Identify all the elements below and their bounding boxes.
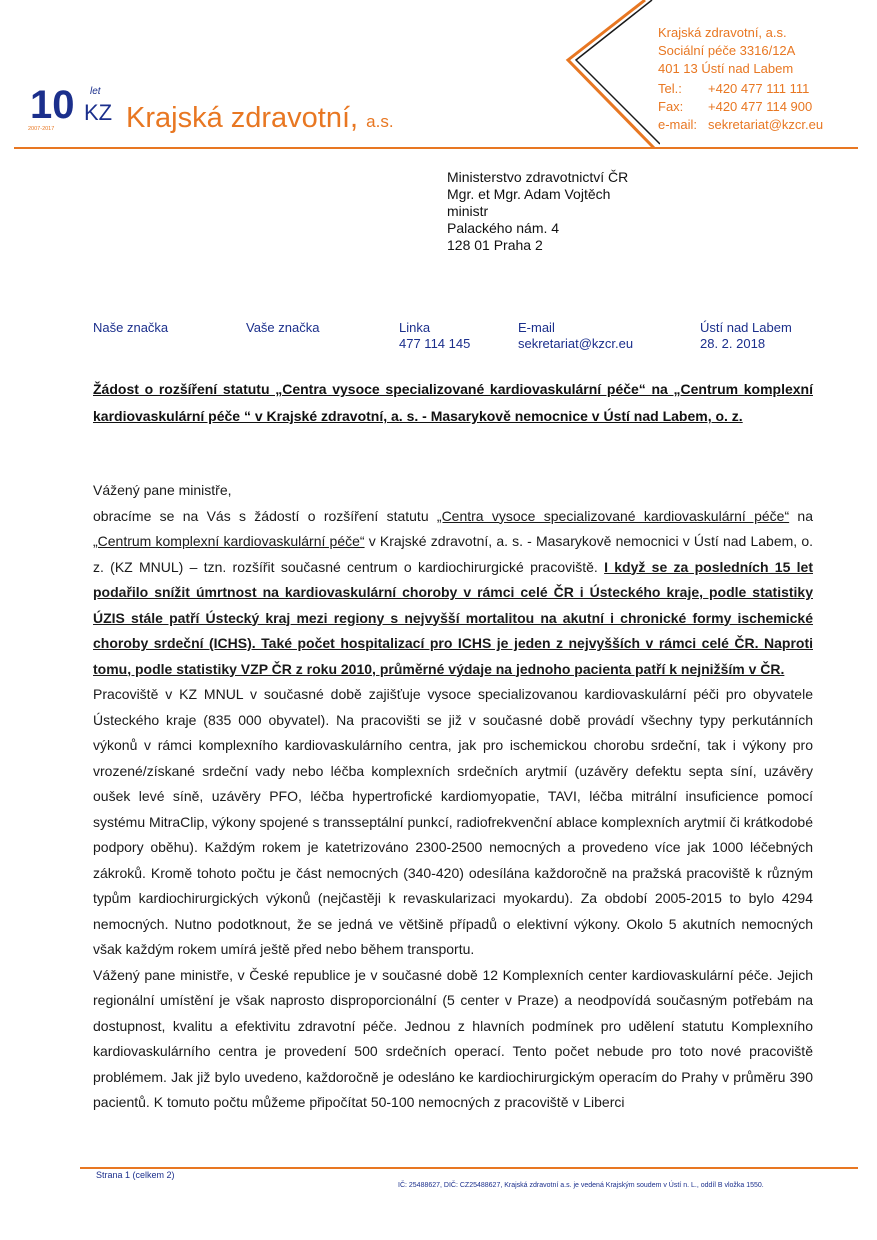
letter-subject: Žádost o rozšíření statutu „Centra vysoce specializované kardiovaskulární péče“ na „Centrum komplexní kardiovaskulární péče “ v Krajské zdravotní, a. s. - Masarykově nemocnice v Ústí nad Labem, o. z. bbox=[93, 381, 813, 424]
recipient-line: Palackého nám. 4 bbox=[447, 220, 560, 236]
footer-divider bbox=[80, 1167, 858, 1169]
recipient-line: Ministerstvo zdravotnictví ČR bbox=[447, 169, 629, 185]
page-number: Strana 1 (celkem 2) bbox=[96, 1170, 175, 1180]
p1-emphasis: I když se za posledních 15 let podařilo snížit úmrtnost na kardiovaskulární choroby v rámci celé ČR i Ústeckého kraje, podle statistiky ÚZIS stále patří Ústecký kraj mezi regiony s nejvyšší mortalitou na akutní i chronické formy ischemické choroby srdeční (ICHS). Také počet hospitalizací pro ICHS je jeden z nejvyšších v rámci celé ČR. Naproti tomu, podle statistiky VZP ČR z roku 2010, průměrné výdaje na jednoho pacienta patří k nejnižším v ČR. bbox=[93, 558, 813, 677]
your-reference-label: Vaše značka bbox=[246, 320, 320, 335]
sender-email-label: e-mail: bbox=[658, 117, 698, 132]
salutation: Vážený pane ministře, bbox=[93, 482, 232, 498]
p1-text-a: obracíme se na Vás s žádostí o rozšíření statutu bbox=[93, 507, 437, 524]
sender-fax: +420 477 114 900 bbox=[708, 99, 813, 114]
sender-tel-label: Tel.: bbox=[658, 81, 682, 96]
letterhead-chevron-decoration bbox=[550, 0, 660, 150]
logo-let: let bbox=[90, 86, 101, 97]
letter-place: Ústí nad Labem bbox=[700, 320, 792, 335]
place-date bbox=[700, 320, 792, 352]
logo-years: 2007-2017 bbox=[28, 126, 55, 132]
recipient-line: 128 01 Praha 2 bbox=[447, 237, 543, 253]
company-name-suffix: a.s. bbox=[366, 112, 394, 131]
sender-email: sekretariat@kzcr.eu bbox=[708, 117, 824, 132]
logo-number: 10 bbox=[30, 83, 75, 127]
sender-street: Sociální péče 3316/12A bbox=[658, 43, 796, 58]
company-name bbox=[126, 102, 394, 135]
phone-line-value: 477 114 145 bbox=[399, 336, 471, 351]
your-reference bbox=[246, 320, 319, 336]
sender-tel: +420 477 111 111 bbox=[708, 81, 810, 96]
letter-date: 28. 2. 2018 bbox=[700, 336, 766, 351]
sender-fax-label: Fax: bbox=[658, 99, 684, 114]
recipient-address bbox=[447, 169, 628, 254]
paragraph-2: Pracoviště v KZ MNUL v současné době zajišťuje vysoce specializovanou kardiovaskulární péči pro obyvatele Ústeckého kraje (835 000 obyvatel). Na pracovišti se již v současné době provádí všechny typy perkutánních výkonů v rámci komplexního kardiovaskulárního centra, jak pro ischemickou chorobu srdeční, tak i výkony pro vrozené/získané srdeční vady nebo léčba komplexních srdečních arytmií (uzávěry defektu septa síní, uzávěry oušek levé síně, uzávěry PFO, léčba hypertrofické kardiomyopatie, TAVI, léčba mitrální insuficience pomocí systému MitraClip, výkony spojené s transseptální punkcí, radiofrekvenční ablace komplexních arytmií či krátkodobé podpory oběhu). Každým rokem je katetrizováno 2300-2500 nemocných a provedeno více jak 1000 léčebných zákroků. Kromě tohoto počtu je část nemocných (340-420) odesílána každoročně na pražská pracoviště k různým typům kardiochirurgických výkonů (nejčastěji k revaskularizaci myokardu). Za období 2005-2015 to bylo 4294 nemocných. Nutno podotknout, že se jedná ve většině případů o elektivní výkony. Okolo 5 akutních nemocných však každým rokem umírá ještě před nebo během transportu. bbox=[93, 686, 813, 957]
our-reference bbox=[93, 320, 168, 336]
sender-fax-row bbox=[658, 98, 823, 116]
paragraph-1 bbox=[93, 504, 813, 683]
reference-email-value: sekretariat@kzcr.eu bbox=[518, 336, 634, 351]
p1-requested-status: „Centrum komplexní kardiovaskulární péče“ bbox=[93, 533, 365, 549]
company-logo bbox=[28, 80, 118, 136]
logo-kz: KZ bbox=[84, 100, 113, 125]
company-name-text: Krajská zdravotní, bbox=[126, 102, 359, 134]
sender-city: 401 13 Ústí nad Labem bbox=[658, 61, 794, 76]
p1-current-status: „Centra vysoce specializované kardiovaskulární péče“ bbox=[436, 507, 790, 524]
our-reference-label: Naše značka bbox=[93, 320, 169, 335]
sender-address bbox=[658, 24, 823, 134]
header-divider bbox=[14, 147, 858, 149]
sender-name: Krajská zdravotní, a.s. bbox=[658, 25, 787, 40]
footer-legal-note: IČ: 25488627, DIČ: CZ25488627, Krajská zdravotní a.s. je vedená Krajským soudem v Ústí n. L., oddíl B vložka 1550. bbox=[398, 1182, 764, 1189]
p1-text-e: v Krajské zdravotní, a. s. - Masarykově nemocnici v Ústí nad Labem, o. z. (KZ MNUL) – tzn. rozšířit současné centrum o kardiochirurgické pracoviště. bbox=[93, 533, 813, 575]
phone-line bbox=[399, 320, 470, 352]
reference-email bbox=[518, 320, 633, 352]
sender-tel-row bbox=[658, 80, 823, 98]
paragraph-3: Vážený pane ministře, v České republice je v současné době 12 Komplexních center kardiovaskulární péče. Jejich regionální umístění je však naprosto disproporcionální (5 center v Praze) a neodpovídá současným potřebám na dostupnost, kvalitu a efektivitu zdravotní péče. Jednou z hlavních podmínek pro udělení statutu Komplexního kardiovaskulárního centra je provedení 500 srdečních operací. Tento počet nebude pro toto nové pracoviště problémem. Jak již bylo uvedeno, každoročně je odesláno ke kardiochirurgickým operacím do Prahy v průměru 390 pacientů. K tomuto počtu můžeme připočítat 50-100 nemocných z pracoviště v Liberci bbox=[93, 966, 813, 1110]
sender-email-row bbox=[658, 116, 823, 134]
recipient-line: ministr bbox=[447, 203, 489, 219]
sender-contacts bbox=[658, 80, 823, 134]
phone-line-label: Linka bbox=[399, 320, 431, 335]
recipient-line: Mgr. et Mgr. Adam Vojtěch bbox=[447, 186, 611, 202]
reference-email-label: E-mail bbox=[518, 320, 555, 335]
letter-body bbox=[93, 478, 813, 1116]
p1-text-c: na bbox=[789, 507, 814, 524]
logo-anniversary-icon bbox=[28, 80, 118, 136]
